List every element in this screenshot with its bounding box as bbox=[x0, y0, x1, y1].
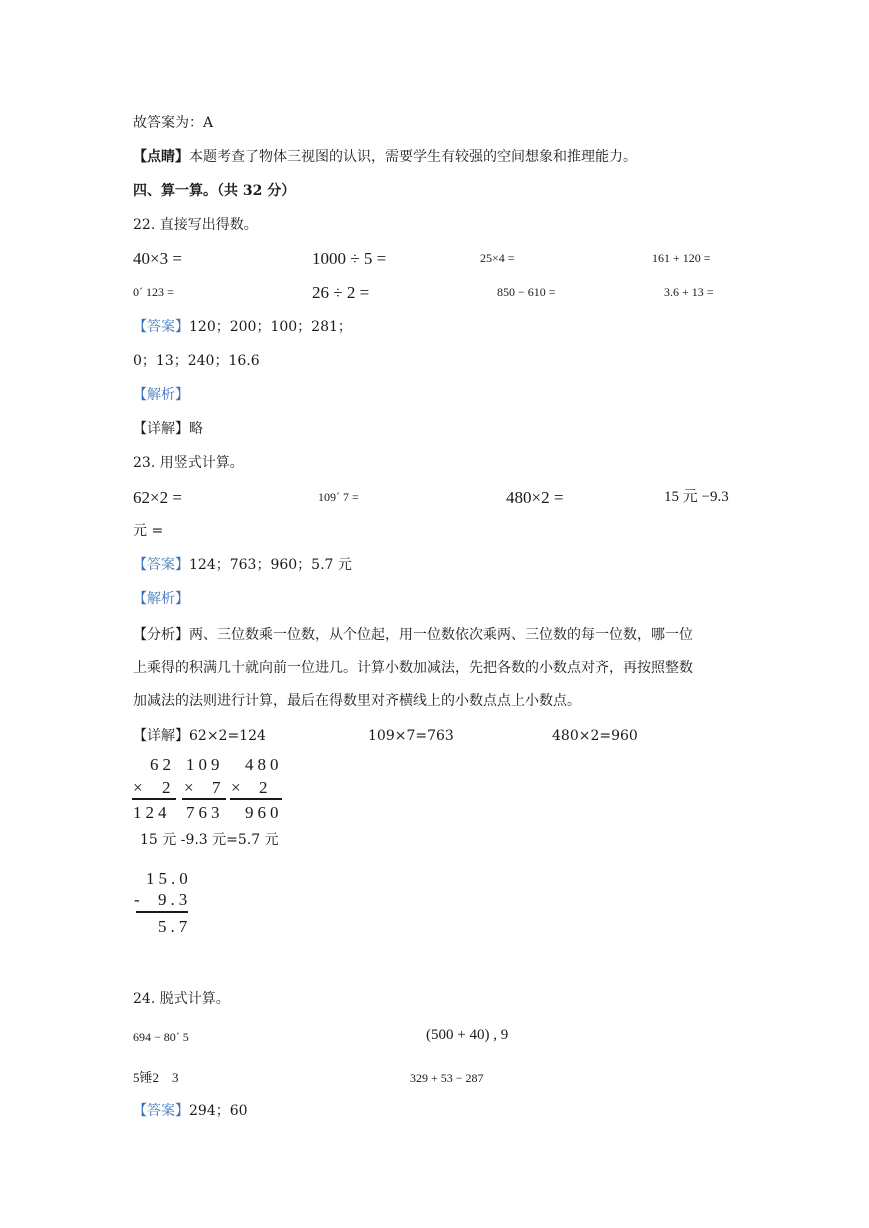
q23-answer-line bbox=[133, 558, 352, 572]
vm-multiplier: 7 bbox=[212, 778, 225, 797]
q24-problem: 694 − 80´ 5 bbox=[133, 1030, 189, 1044]
analysis-tag: 【解析】 bbox=[133, 591, 189, 607]
q23-problem: 62×2 = bbox=[133, 488, 182, 507]
vm-top: 109 bbox=[186, 755, 224, 774]
answer-tag: 【答案】 bbox=[133, 1103, 189, 1119]
q22-problem: 850 − 610 = bbox=[497, 285, 556, 299]
q22-answer-text: 120；200；100；281； bbox=[189, 319, 352, 335]
q22-problem: 3.6 + 13 = bbox=[664, 285, 714, 299]
q24-problem: (500 + 40) , 9 bbox=[426, 1027, 509, 1043]
q23-answer-text: 124；763；960；5.7 元 bbox=[189, 557, 352, 573]
vm-top: 62 bbox=[150, 755, 175, 774]
q22-answer-line-2: 0；13；240；16.6 bbox=[133, 353, 260, 369]
vs-result: 5.7 bbox=[158, 917, 192, 936]
q22-problem: 161 + 120 = bbox=[652, 251, 711, 265]
q24-problem: 329 + 53 − 287 bbox=[410, 1071, 484, 1085]
q22-problem: 1000 ÷ 5 = bbox=[312, 249, 387, 268]
q23-fenxi-line: 加减法的法则进行计算，最后在得数里对齐横线上的小数点点上小数点。 bbox=[133, 693, 581, 709]
vs-bottom: 9.3 bbox=[158, 890, 192, 909]
answer-tag: 【答案】 bbox=[133, 319, 189, 335]
q23-problem: 15 元 −9.3 bbox=[664, 489, 729, 505]
vm-result: 124 bbox=[133, 803, 171, 822]
section-heading: 四、算一算。（共 32 分） bbox=[133, 183, 296, 199]
question-24-title: 24. 脱式计算。 bbox=[133, 991, 230, 1007]
vm-operator: × bbox=[231, 778, 245, 797]
q23-fenxi-line: 【分析】两、三位数乘一位数，从个位起，用一位数依次乘两、三位数的每一位数，哪一位 bbox=[133, 627, 693, 643]
q22-problem: 25×4 = bbox=[480, 251, 515, 265]
q22-problem: 26 ÷ 2 = bbox=[312, 283, 370, 302]
q24-answer-line bbox=[133, 1104, 248, 1118]
question-23-title: 23. 用竖式计算。 bbox=[133, 455, 244, 471]
dianjing-line bbox=[133, 150, 637, 164]
vm-multiplier: 2 bbox=[162, 778, 175, 797]
q22-problem: 40×3 = bbox=[133, 249, 182, 268]
q24-answer-text: 294；60 bbox=[189, 1103, 248, 1119]
vs-top: 15.0 bbox=[146, 869, 192, 888]
vm-rule bbox=[230, 798, 282, 800]
prev-answer-line: 故答案为：A bbox=[133, 115, 214, 131]
q23-subtraction-equation: 15 元 -9.3 元=5.7 元 bbox=[140, 832, 279, 848]
q22-detail: 【详解】略 bbox=[133, 421, 203, 437]
q23-problem: 109´ 7 = bbox=[318, 490, 359, 504]
vm-rule bbox=[182, 798, 226, 800]
q22-problem: 0´ 123 = bbox=[133, 285, 174, 299]
question-22-title: 22. 直接写出得数。 bbox=[133, 217, 258, 233]
q23-fenxi-line: 上乘得的积满几十就向前一位进几。计算小数加减法，先把各数的小数点对齐，再按照整数 bbox=[133, 660, 693, 676]
vm-multiplier: 2 bbox=[259, 778, 272, 797]
answer-tag: 【答案】 bbox=[133, 557, 189, 573]
vm-rule bbox=[132, 798, 176, 800]
vs-operator: - bbox=[134, 890, 144, 909]
q23-problem: 480×2 = bbox=[506, 488, 564, 507]
vm-top: 480 bbox=[245, 755, 283, 774]
vm-operator: × bbox=[133, 778, 147, 797]
dianjing-text: 本题考查了物体三视图的认识，需要学生有较强的空间想象和推理能力。 bbox=[189, 149, 637, 165]
vm-result: 960 bbox=[245, 803, 283, 822]
q23-detail-1: 【详解】62×2=124 bbox=[133, 728, 266, 744]
q23-detail-2: 109×7=763 bbox=[368, 728, 454, 744]
q24-problem: 5锤2 3 bbox=[133, 1070, 179, 1085]
dianjing-tag: 【点睛】 bbox=[133, 149, 189, 165]
analysis-tag: 【解析】 bbox=[133, 387, 189, 403]
vm-result: 763 bbox=[186, 803, 224, 822]
q23-detail-3: 480×2=960 bbox=[552, 728, 638, 744]
vm-operator: × bbox=[184, 778, 198, 797]
q23-problem-cont: 元 = bbox=[133, 523, 164, 539]
vs-rule bbox=[136, 911, 188, 913]
q22-answer-line bbox=[133, 320, 352, 334]
